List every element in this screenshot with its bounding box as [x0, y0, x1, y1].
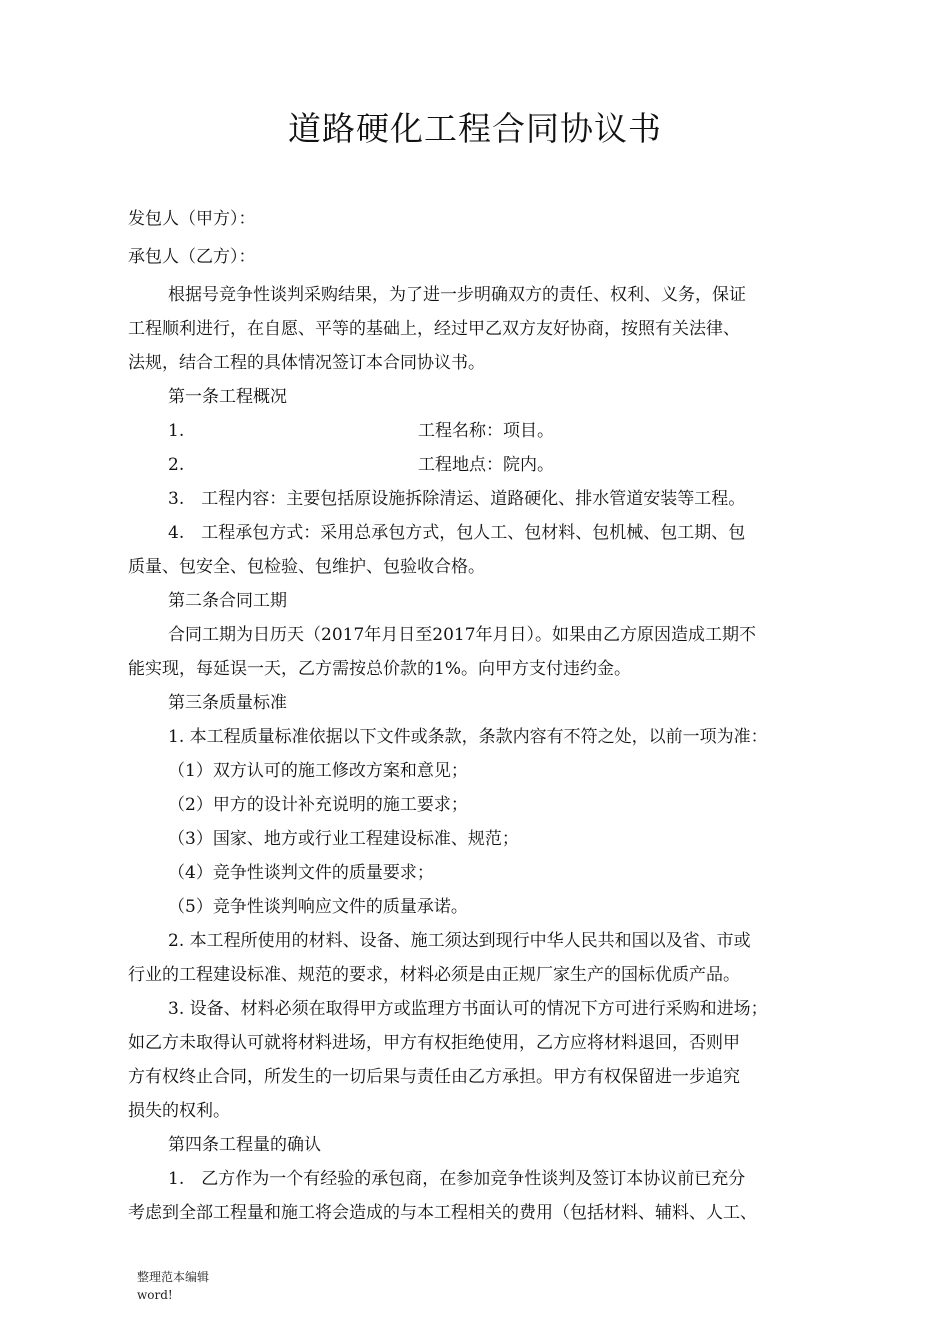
article1-item4-line-2: 质量、包安全、包检验、包维护、包验收合格。 — [128, 557, 485, 577]
article1-item2-num: 2. — [168, 455, 185, 475]
article4-item1-line-1: 1. 乙方作为一个有经验的承包商，在参加竞争性谈判及签订本协议前已充分 — [168, 1169, 746, 1189]
article1-item2 — [128, 448, 838, 482]
intro-line-2: 工程顺利进行，在自愿、平等的基础上，经过甲乙双方友好协商，按照有关法律、 — [128, 319, 740, 339]
article3-heading: 第三条质量标准 — [168, 693, 287, 713]
party-b-line: 承包人（乙方）： — [128, 247, 256, 267]
article2-line-2: 能实现，每延误一天，乙方需按总价款的1%。向甲方支付违约金。 — [128, 659, 631, 679]
article3-sub3: （3）国家、地方或行业工程建设标准、规范； — [168, 829, 519, 849]
article4-item1-line-2: 考虑到全部工程量和施工将会造成的与本工程相关的费用（包括材料、辅料、人工、 — [128, 1203, 757, 1223]
article1-heading: 第一条工程概况 — [168, 387, 287, 407]
article3-item1: 1. 本工程质量标准依据以下文件或条款，条款内容有不符之处，以前一项为准： — [168, 727, 768, 747]
article3-item2-line-1: 2. 本工程所使用的材料、设备、施工须达到现行中华人民共和国以及省、市或 — [168, 931, 751, 951]
intro-line-3: 法规，结合工程的具体情况签订本合同协议书。 — [128, 353, 485, 373]
article1-item4-line-1: 4. 工程承包方式：采用总承包方式，包人工、包材料、包机械、包工期、包 — [168, 523, 746, 543]
article1-item3: 3. 工程内容：主要包括原设施拆除清运、道路硬化、排水管道安装等工程。 — [168, 489, 746, 509]
article3-sub1: （1）双方认可的施工修改方案和意见； — [168, 761, 468, 781]
article3-item3-line-4: 损失的权利。 — [128, 1101, 230, 1121]
document-body — [128, 202, 838, 1230]
article1-item1 — [128, 414, 838, 448]
article4-heading: 第四条工程量的确认 — [168, 1135, 321, 1155]
article3-item3-line-1: 3. 设备、材料必须在取得甲方或监理方书面认可的情况下方可进行采购和进场； — [168, 999, 768, 1019]
intro-line-1: 根据号竞争性谈判采购结果，为了进一步明确双方的责任、权利、义务，保证 — [168, 285, 746, 305]
article3-item3-line-3: 方有权终止合同，所发生的一切后果与责任由乙方承担。甲方有权保留进一步追究 — [128, 1067, 740, 1087]
page-footer — [137, 1268, 209, 1304]
footer-line-1: 整理范本编辑 — [137, 1270, 210, 1284]
article2-line-1: 合同工期为日历天（2017年月日至2017年月日）。如果由乙方原因造成工期不 — [168, 625, 757, 645]
article1-item1-text: 工程名称：项目。 — [418, 421, 554, 441]
article3-sub2: （2）甲方的设计补充说明的施工要求； — [168, 795, 468, 815]
article1-item1-num: 1. — [168, 421, 185, 441]
article2-heading: 第二条合同工期 — [168, 591, 287, 611]
footer-line-2: word! — [137, 1288, 173, 1302]
article1-item2-text: 工程地点：院内。 — [418, 455, 554, 475]
party-a-line: 发包人（甲方）： — [128, 209, 256, 229]
article3-item3-line-2: 如乙方未取得认可就将材料进场，甲方有权拒绝使用，乙方应将材料退回，否则甲 — [128, 1033, 740, 1053]
article3-sub5: （5）竞争性谈判响应文件的质量承诺。 — [168, 897, 468, 917]
document-title: 道路硬化工程合同协议书 — [288, 109, 662, 148]
article3-sub4: （4）竞争性谈判文件的质量要求； — [168, 863, 434, 883]
article3-item2-line-2: 行业的工程建设标准、规范的要求，材料必须是由正规厂家生产的国标优质产品。 — [128, 965, 740, 985]
